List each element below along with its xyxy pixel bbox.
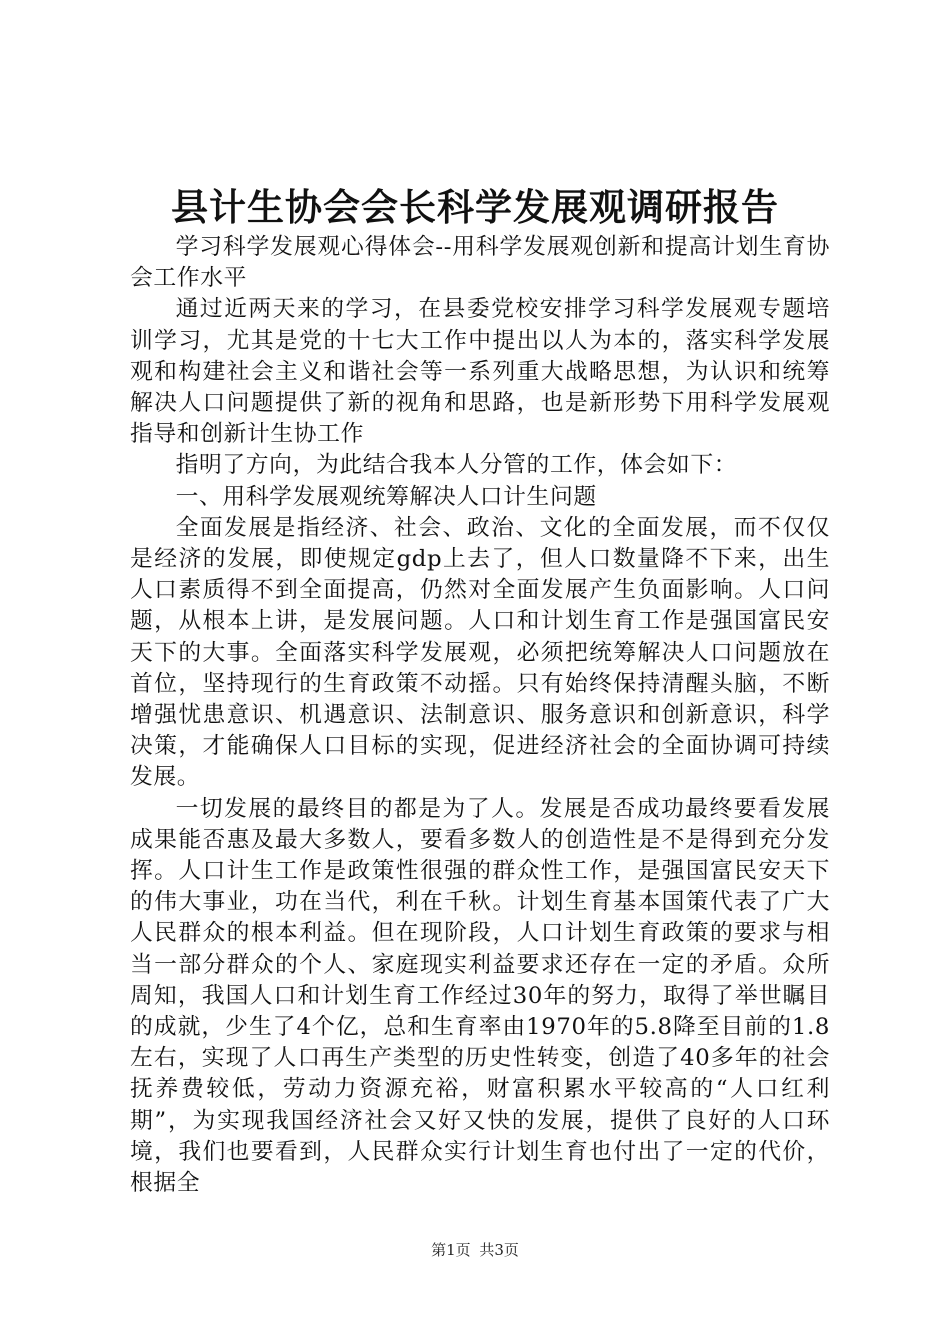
section-heading-1: 一、用科学发展观统筹解决人口计生问题 <box>175 483 597 510</box>
paragraph-subtitle: 学习科学发展观心得体会--用科学发展观创新和提高计划生育协会工作水平 <box>130 234 830 292</box>
document-body <box>130 232 830 1199</box>
paragraph-comprehensive-development: 全面发展是指经济、社会、政治、文化的全面发展，而不仅仅是经济的发展，即使规定gdp上去了，但人口数量降不下来，出生人口素质得不到全面提高，仍然对全面发展产生负面影响。人口问题，从根本上讲，是发展问题。人口和计划生育工作是强国富民安天下的大事。全面落实科学发展观，必须把统筹解决人口问题放在首位，坚持现行的生育政策不动摇。只有始终保持清醒头脑，不断增强忧患意识、机遇意识、法制意识、服务意识和创新意识，科学决策，才能确保人口目标的实现，促进经济社会的全面协调可持续发展。 <box>130 514 830 791</box>
paragraph-intro: 通过近两天来的学习，在县委党校安排学习科学发展观专题培训学习，尤其是党的十七大工作中提出以人为本的，落实科学发展观和构建社会主义和谐社会等一系列重大战略思想，为认识和统筹解决人口问题提供了新的视角和思路，也是新形势下用科学发展观指导和创新计生协工作 <box>130 296 830 448</box>
document-title: 县计生协会会长科学发展观调研报告 <box>171 185 779 229</box>
page-number: 第1页 <box>431 1241 471 1259</box>
page-total: 共3页 <box>479 1241 519 1259</box>
page-footer <box>0 1240 950 1260</box>
paragraph-purpose-of-development: 一切发展的最终目的都是为了人。发展是否成功最终要看发展成果能否惠及最大多数人，要看多数人的创造性是不是得到充分发挥。人口计生工作是政策性很强的群众性工作，是强国富民安天下的伟大事业，功在当代，利在千秋。计划生育基本国策代表了广大人民群众的根本利益。但在现阶段，人口计划生育政策的要求与相当一部分群众的个人、家庭现实利益要求还存在一定的矛盾。众所周知，我国人口和计划生育工作经过30年的努力，取得了举世瞩目的成就，少生了4个亿，总和生育率由1970年的5.8降至目前的1.8左右，实现了人口再生产类型的历史性转变，创造了40多年的社会抚养费较低，劳动力资源充裕，财富积累水平较高的“人口红利期”，为实现我国经济社会又好又快的发展，提供了良好的人口环境，我们也要看到，人民群众实行计划生育也付出了一定的代价，根据全 <box>130 795 830 1197</box>
paragraph-direction: 指明了方向，为此结合我本人分管的工作，体会如下： <box>175 452 738 479</box>
